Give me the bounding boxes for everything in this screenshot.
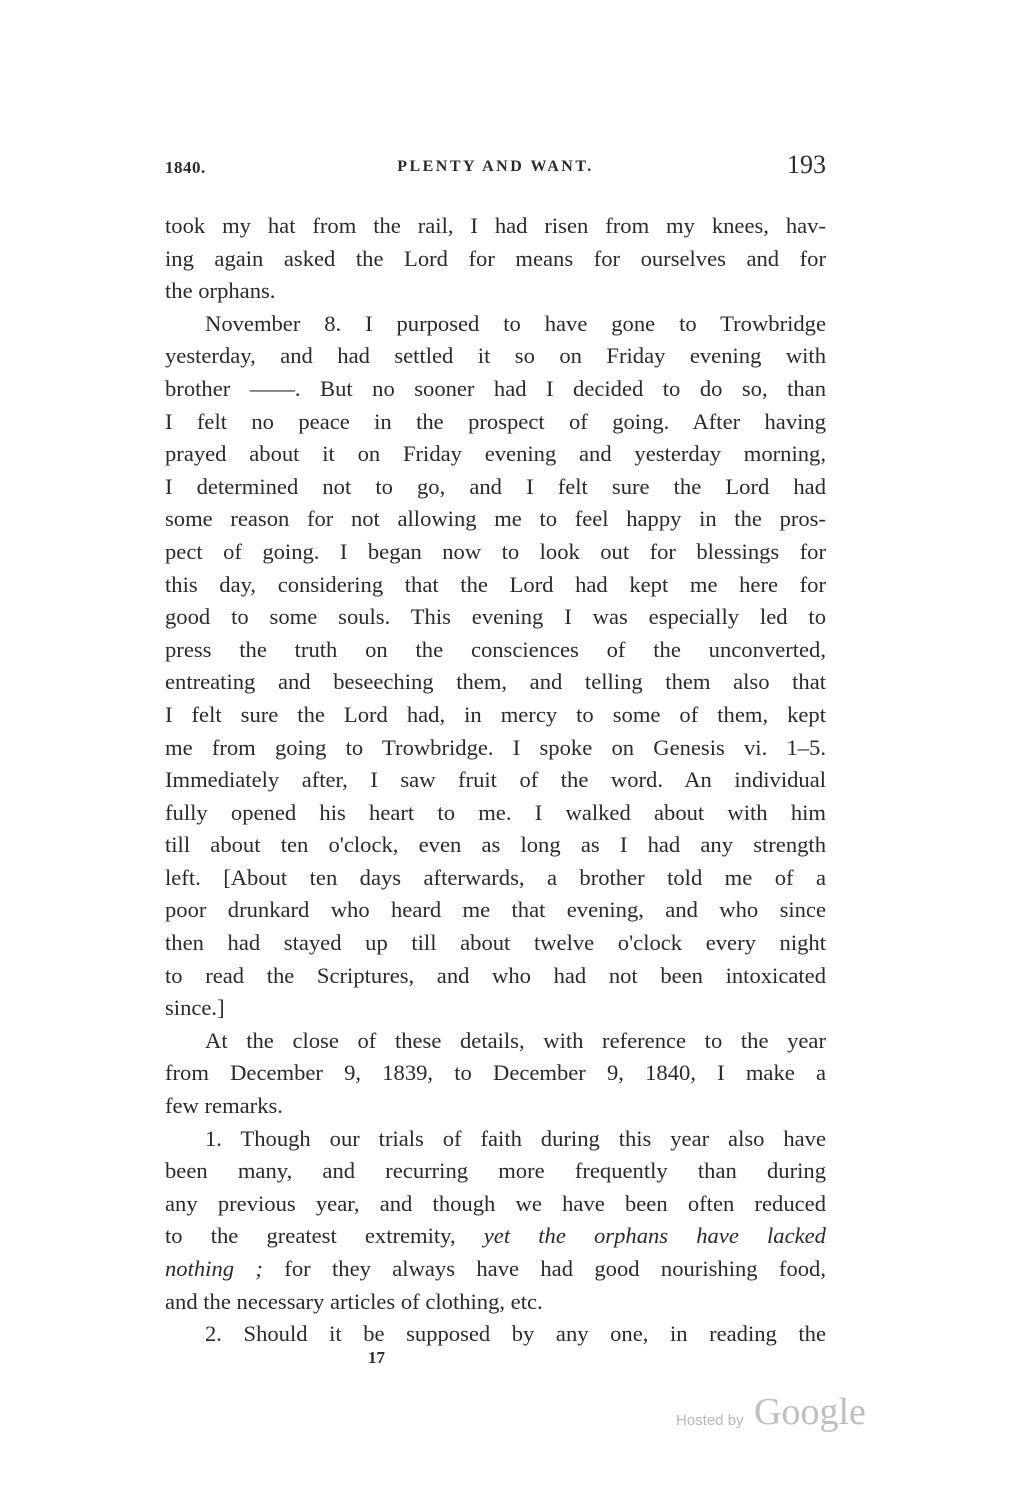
header-title: PLENTY AND WANT. — [397, 158, 594, 175]
text-line: fully opened his heart to me. I walked about with him — [165, 799, 826, 825]
text-line: press the truth on the consciences of the unconverted, — [165, 636, 826, 662]
text-line: some reason for not allowing me to feel happy in the pros- — [165, 506, 826, 532]
text-line: yesterday, and had settled it so on Friday evening with — [165, 343, 826, 369]
text-line: till about ten o'clock, even as long as I had any strength — [165, 832, 826, 858]
text-line: brother ——. But no sooner had I decided to do so, than — [165, 375, 826, 401]
page-number: 193 — [787, 150, 826, 179]
text-line: good to some souls. This evening I was especially led to — [165, 604, 826, 630]
text-line: prayed about it on Friday evening and yesterday morning, — [165, 441, 826, 467]
text-line: any previous year, and though we have been often reduced — [165, 1190, 826, 1216]
text-line: 1. Though our trials of faith during this year also have — [205, 1125, 826, 1151]
line-italic: nothing ; — [165, 1256, 263, 1281]
text-line: been many, and recurring more frequently than during — [165, 1158, 826, 1184]
text-line: left. [About ten days afterwards, a brother told me of a — [165, 864, 826, 890]
text-line: I determined not to go, and I felt sure the Lord had — [165, 473, 826, 499]
text-line: I felt sure the Lord had, in mercy to some of them, kept — [165, 701, 826, 727]
text-line: me from going to Trowbridge. I spoke on Genesis vi. 1–5. — [165, 734, 826, 760]
text-line: this day, considering that the Lord had kept me here for — [165, 571, 826, 597]
text-line: poor drunkard who heard me that evening, and who since — [165, 897, 826, 923]
google-logo: Google — [754, 1391, 866, 1433]
text-line: entreating and beseeching them, and telling them also that — [165, 669, 826, 695]
text-line: ing again asked the Lord for means for ourselves and for — [165, 245, 826, 271]
running-head — [165, 150, 826, 184]
signature-mark: 17 — [368, 1348, 385, 1367]
text-line: few remarks. — [165, 1093, 283, 1119]
text-line — [165, 1220, 826, 1253]
body-text — [165, 210, 826, 1351]
line-italic: yet the orphans have lacked — [483, 1223, 826, 1249]
line-roman: to the greatest extremity, — [165, 1223, 484, 1249]
text-line: At the close of these details, with reference to the year — [205, 1027, 826, 1053]
text-line: from December 9, 1839, to December 9, 1840, I make a — [165, 1060, 826, 1086]
line-roman: for they always have had good nourishing food, — [262, 1256, 826, 1281]
text-line: took my hat from the rail, I had risen from my knees, hav- — [165, 213, 826, 238]
text-line: pect of going. I began now to look out for blessings for — [165, 538, 826, 564]
watermark-hosted-by: Hosted by — [676, 1412, 744, 1429]
text-line: 2. Should it be supposed by any one, in reading the — [205, 1321, 826, 1347]
text-line: I felt no peace in the prospect of going. After having — [165, 408, 826, 434]
text-line: November 8. I purposed to have gone to Trowbridge — [205, 310, 826, 336]
text-line: and the necessary articles of clothing, etc. — [165, 1288, 543, 1314]
text-line: to read the Scriptures, and who had not been intoxicated — [165, 962, 826, 988]
text-line — [165, 1253, 826, 1286]
header-year: 1840. — [165, 158, 206, 177]
hosted-by-google-watermark — [676, 1392, 886, 1442]
text-line: the orphans. — [165, 278, 276, 304]
text-line: Immediately after, I saw fruit of the word. An individual — [165, 767, 826, 793]
text-line: since.] — [165, 995, 225, 1021]
text-line: then had stayed up till about twelve o'clock every night — [165, 930, 826, 956]
